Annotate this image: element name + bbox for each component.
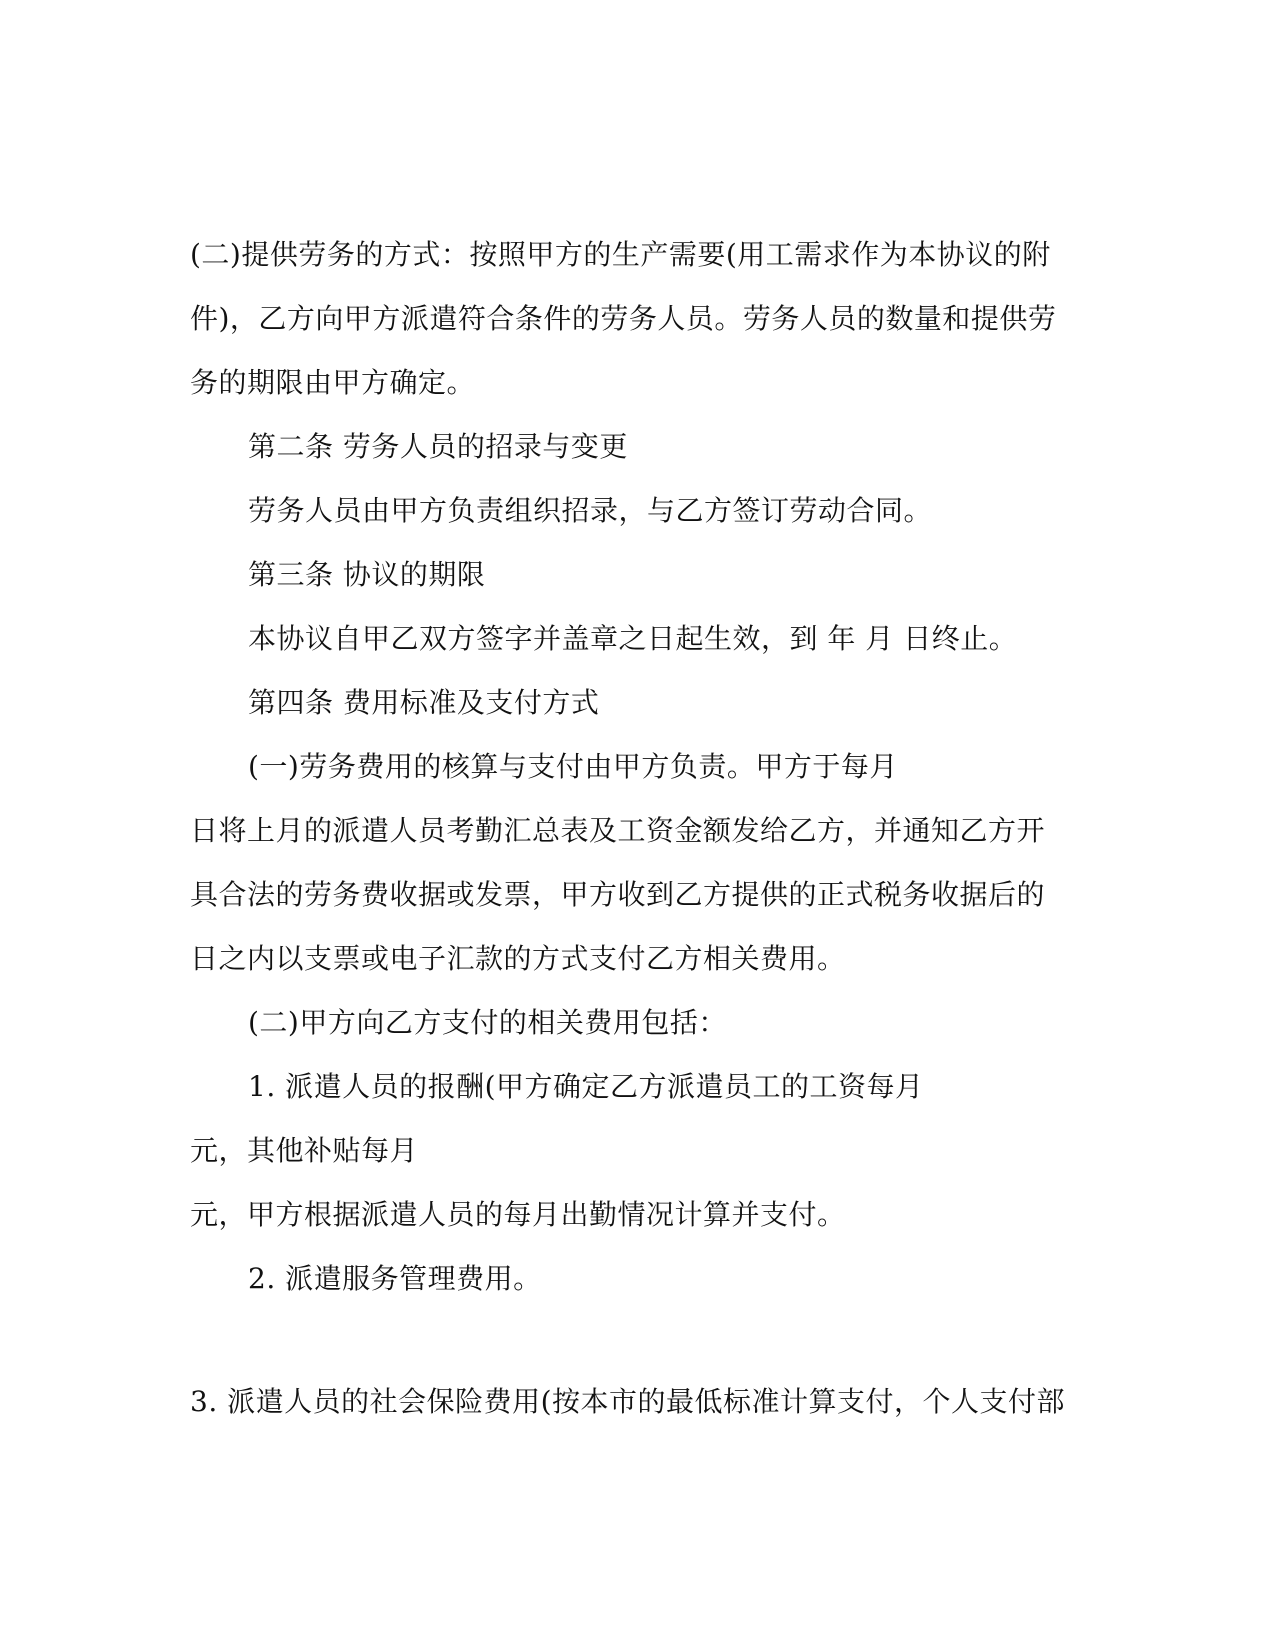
list-item-1: 1. 派遣人员的报酬(甲方确定乙方派遣员工的工资每月 <box>248 1070 924 1103</box>
paragraph-line: 具合法的劳务费收据或发票，甲方收到乙方提供的正式税务收据后的 <box>190 878 1046 911</box>
paragraph-line: 件)，乙方向甲方派遣符合条件的劳务人员。劳务人员的数量和提供劳 <box>190 302 1057 335</box>
paragraph-line: (一)劳务费用的核算与支付由甲方负责。甲方于每月 <box>248 750 898 783</box>
section-heading-article-4: 第四条 费用标准及支付方式 <box>248 686 600 719</box>
paragraph-line: 本协议自甲乙双方签字并盖章之日起生效，到 年 月 日终止。 <box>248 622 1018 655</box>
paragraph-line: 劳务人员由甲方负责组织招录，与乙方签订劳动合同。 <box>248 494 933 527</box>
section-heading-article-2: 第二条 劳务人员的招录与变更 <box>248 430 628 463</box>
paragraph-line: 元，其他补贴每月 <box>190 1134 419 1167</box>
list-item-2: 2. 派遣服务管理费用。 <box>248 1262 542 1295</box>
section-heading-article-3: 第三条 协议的期限 <box>248 558 486 591</box>
paragraph-line: 元，甲方根据派遣人员的每月出勤情况计算并支付。 <box>190 1198 846 1231</box>
paragraph-line: 日将上月的派遣人员考勤汇总表及工资金额发给乙方，并通知乙方开 <box>190 814 1046 847</box>
paragraph-line: (二)甲方向乙方支付的相关费用包括： <box>248 1006 727 1039</box>
list-item-3: 3. 派遣人员的社会保险费用(按本市的最低标准计算支付，个人支付部 <box>190 1385 1066 1418</box>
paragraph-line: 务的期限由甲方确定。 <box>190 366 476 399</box>
paragraph-line: (二)提供劳务的方式：按照甲方的生产需要(用工需求作为本协议的附 <box>190 238 1051 271</box>
paragraph-line: 日之内以支票或电子汇款的方式支付乙方相关费用。 <box>190 942 846 975</box>
